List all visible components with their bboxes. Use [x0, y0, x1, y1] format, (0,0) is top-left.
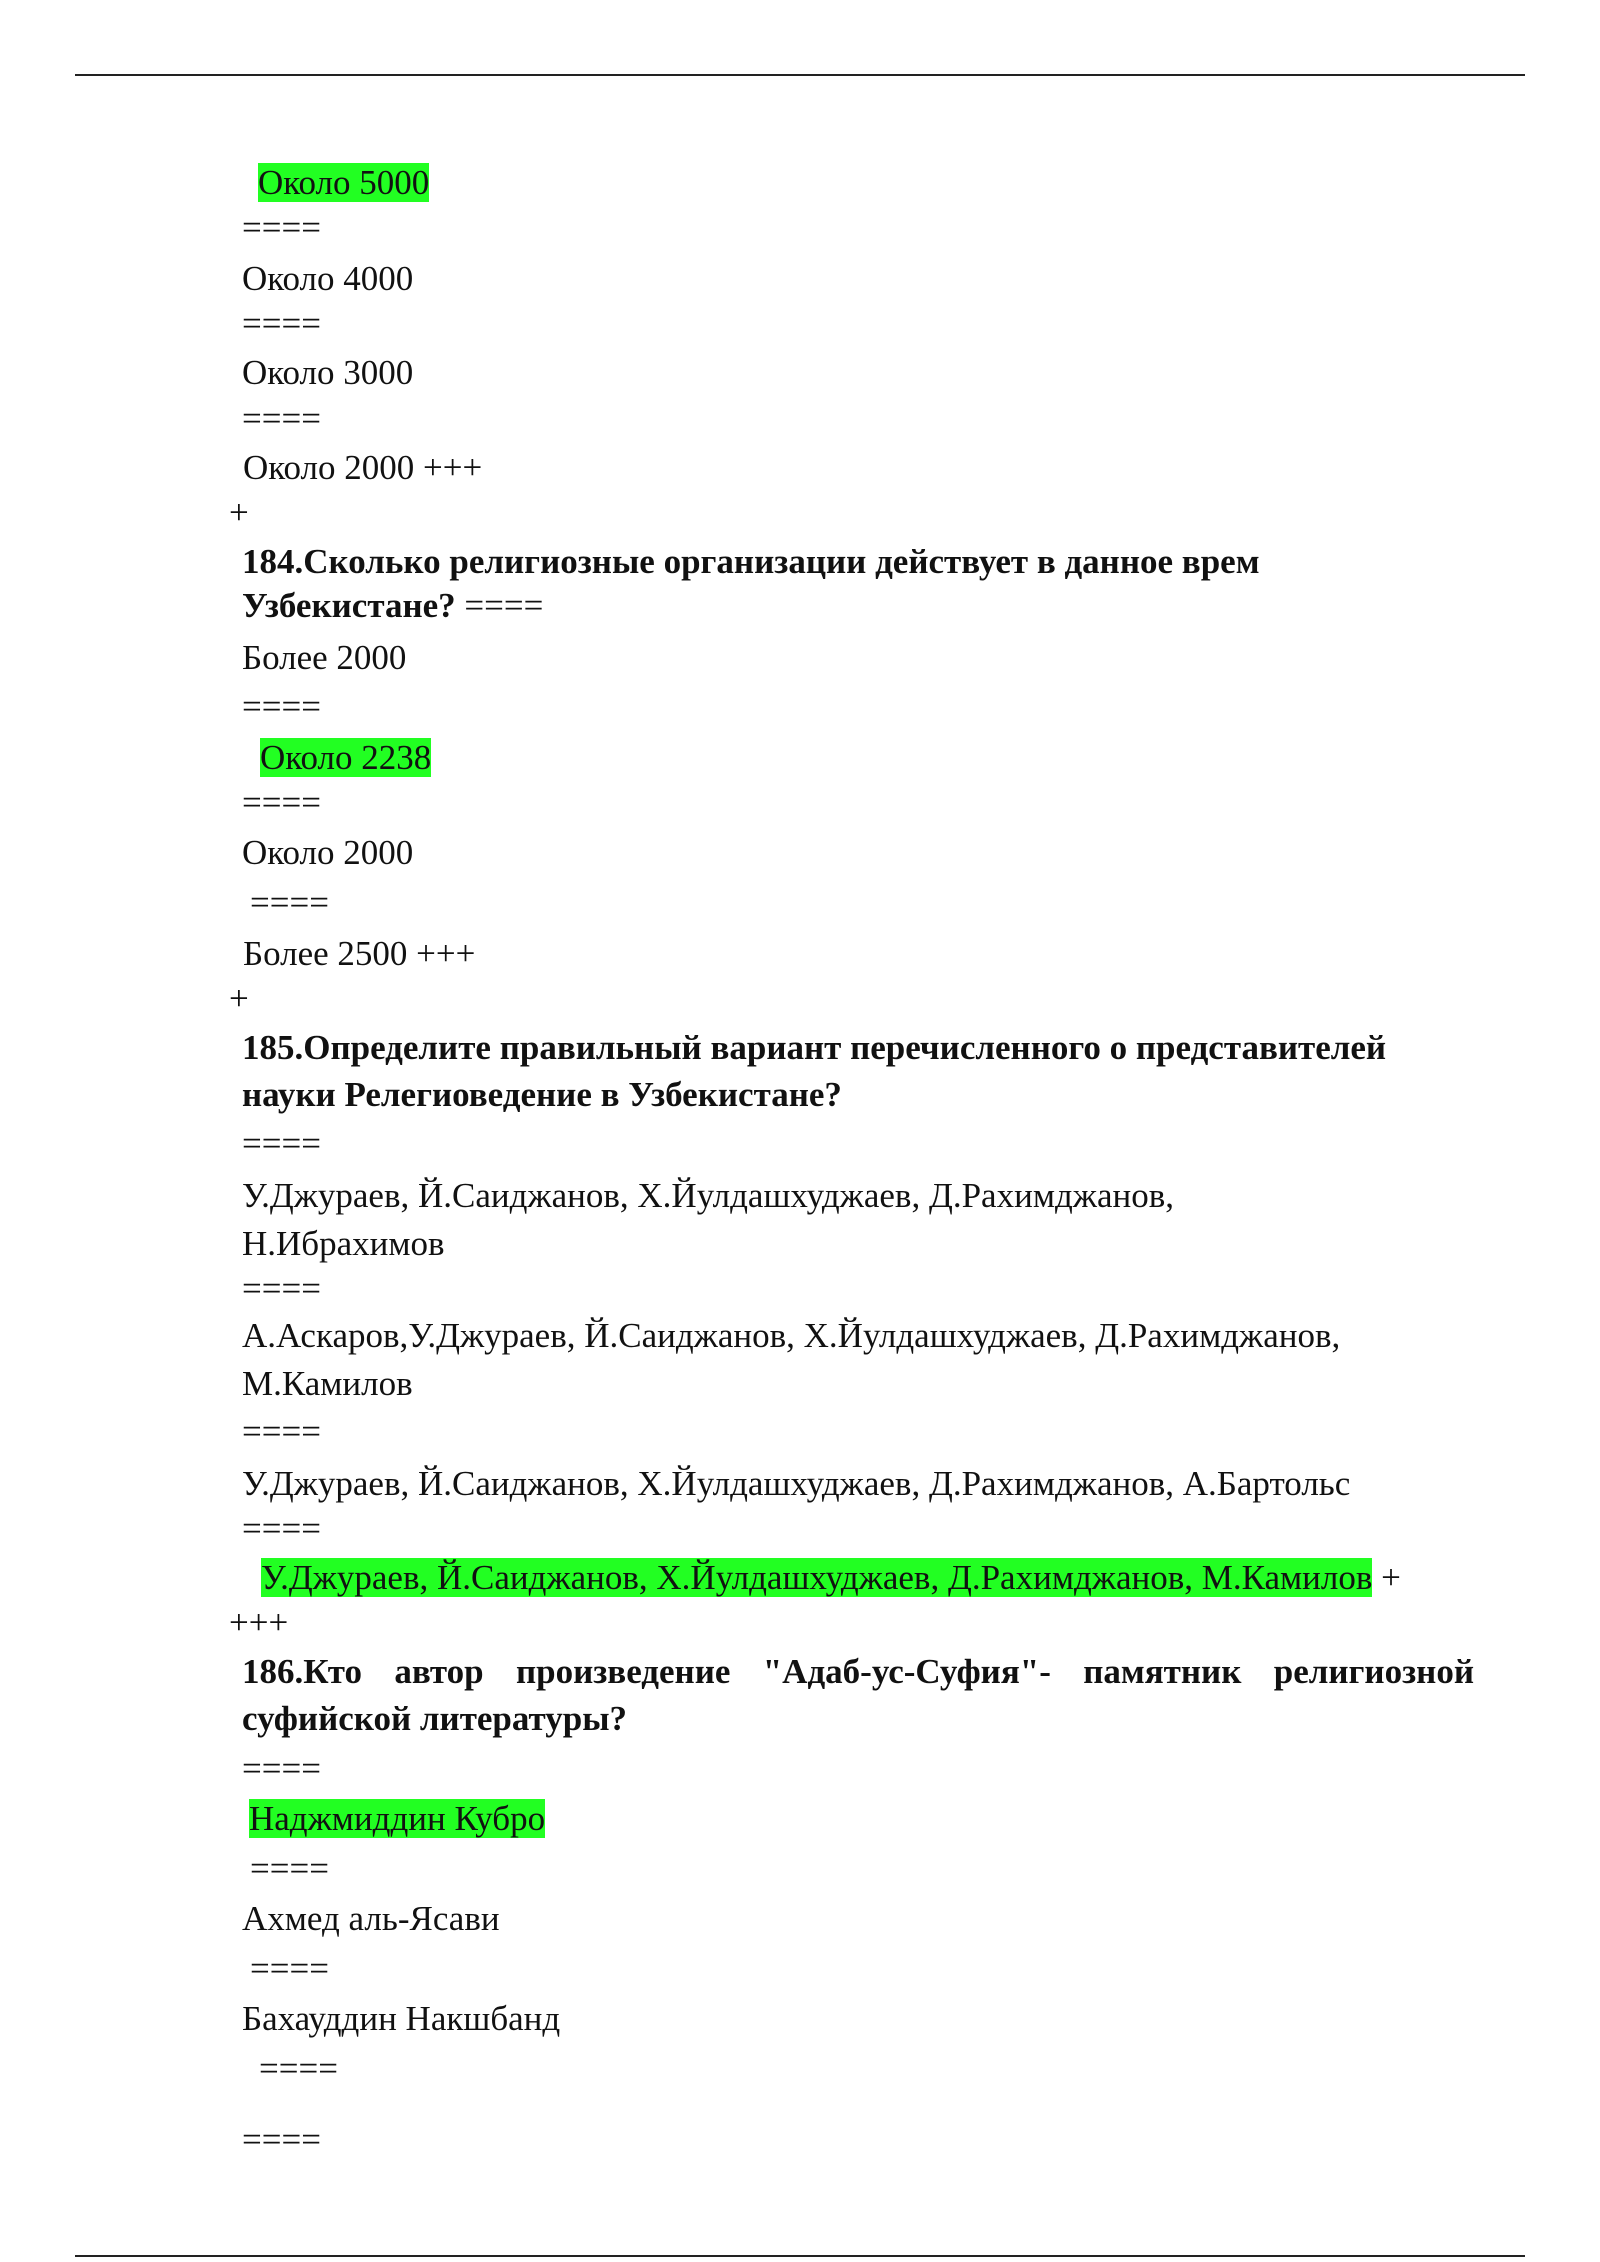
answer-option: У.Джураев, Й.Саиджанов, Х.Йулдашхуджаев, Д.Рахимджанов, А.Бартольс: [242, 1464, 1351, 1503]
correct-answer-highlight: Наджмиддин Кубро: [249, 1799, 546, 1838]
option-separator: ====: [242, 2120, 321, 2159]
end-marker: +: [229, 493, 249, 532]
page-top-rule: [75, 74, 1525, 76]
answer-option-continued: Н.Ибрахимов: [242, 1224, 445, 1263]
page-bottom-rule: [75, 2255, 1525, 2257]
answer-option: Около 4000: [242, 259, 414, 298]
option-separator: ====: [242, 1509, 321, 1548]
answer-option: Более 2000: [242, 638, 407, 677]
correct-answer-highlight: Около 2238: [260, 738, 432, 777]
answer-option: Около 2000: [242, 833, 414, 872]
option-separator: ====: [455, 586, 544, 625]
option-separator: ====: [242, 783, 321, 822]
answer-option: Ахмед аль-Ясави: [242, 1899, 500, 1938]
question-186-title-line2: суфийской литературы?: [242, 1699, 628, 1738]
answer-option: А.Аскаров,У.Джураев, Й.Саиджанов, Х.Йулдашхуджаев, Д.Рахимджанов,: [242, 1316, 1341, 1355]
answer-option: Бахауддин Накшбанд: [242, 1999, 561, 2038]
question-185-title-line1: 185.Определите правильный вариант перечисленного о представителей: [242, 1028, 1387, 1067]
option-separator: ====: [242, 399, 321, 438]
answer-suffix: +: [1372, 1558, 1401, 1597]
question-186-title-line1: 186.Кто автор произведение "Адаб-ус-Суфия"- памятник религиозной: [242, 1652, 1474, 1691]
option-separator: ====: [250, 1949, 329, 1988]
option-separator: ====: [250, 883, 329, 922]
question-184-title-line1: 184.Сколько религиозные организации действует в данное врем: [242, 542, 1260, 581]
answer-option: Около 2000 +++: [243, 448, 483, 487]
option-separator: ====: [250, 1849, 329, 1888]
option-separator: ====: [259, 2049, 338, 2088]
question-text: Узбекистане?: [242, 586, 456, 625]
answer-option: Более 2500 +++: [243, 934, 476, 973]
option-separator: ====: [242, 1269, 321, 1308]
question-184-title-line2: [242, 584, 543, 628]
option-separator: ====: [242, 1412, 321, 1451]
correct-answer-highlight: Около 5000: [258, 163, 430, 202]
question-185-title-line2: науки Релегиоведение в Узбекистане?: [242, 1075, 842, 1114]
answer-option-correct: [261, 1556, 1401, 1600]
option-separator: ====: [242, 1749, 321, 1788]
answer-option: У.Джураев, Й.Саиджанов, Х.Йулдашхуджаев, Д.Рахимджанов,: [242, 1176, 1174, 1215]
answer-option-correct: [249, 1797, 545, 1841]
option-separator: ====: [242, 208, 321, 247]
answer-option-correct: [258, 161, 429, 205]
answer-option: Около 3000: [242, 353, 414, 392]
option-separator: ====: [242, 687, 321, 726]
end-marker: +++: [229, 1603, 289, 1642]
correct-answer-highlight: У.Джураев, Й.Саиджанов, Х.Йулдашхуджаев, Д.Рахимджанов, М.Камилов: [261, 1558, 1373, 1597]
option-separator: ====: [242, 304, 321, 343]
answer-option-correct: [260, 736, 431, 780]
end-marker: +: [229, 979, 249, 1018]
answer-option-continued: М.Камилов: [242, 1364, 413, 1403]
option-separator: ====: [242, 1124, 321, 1163]
